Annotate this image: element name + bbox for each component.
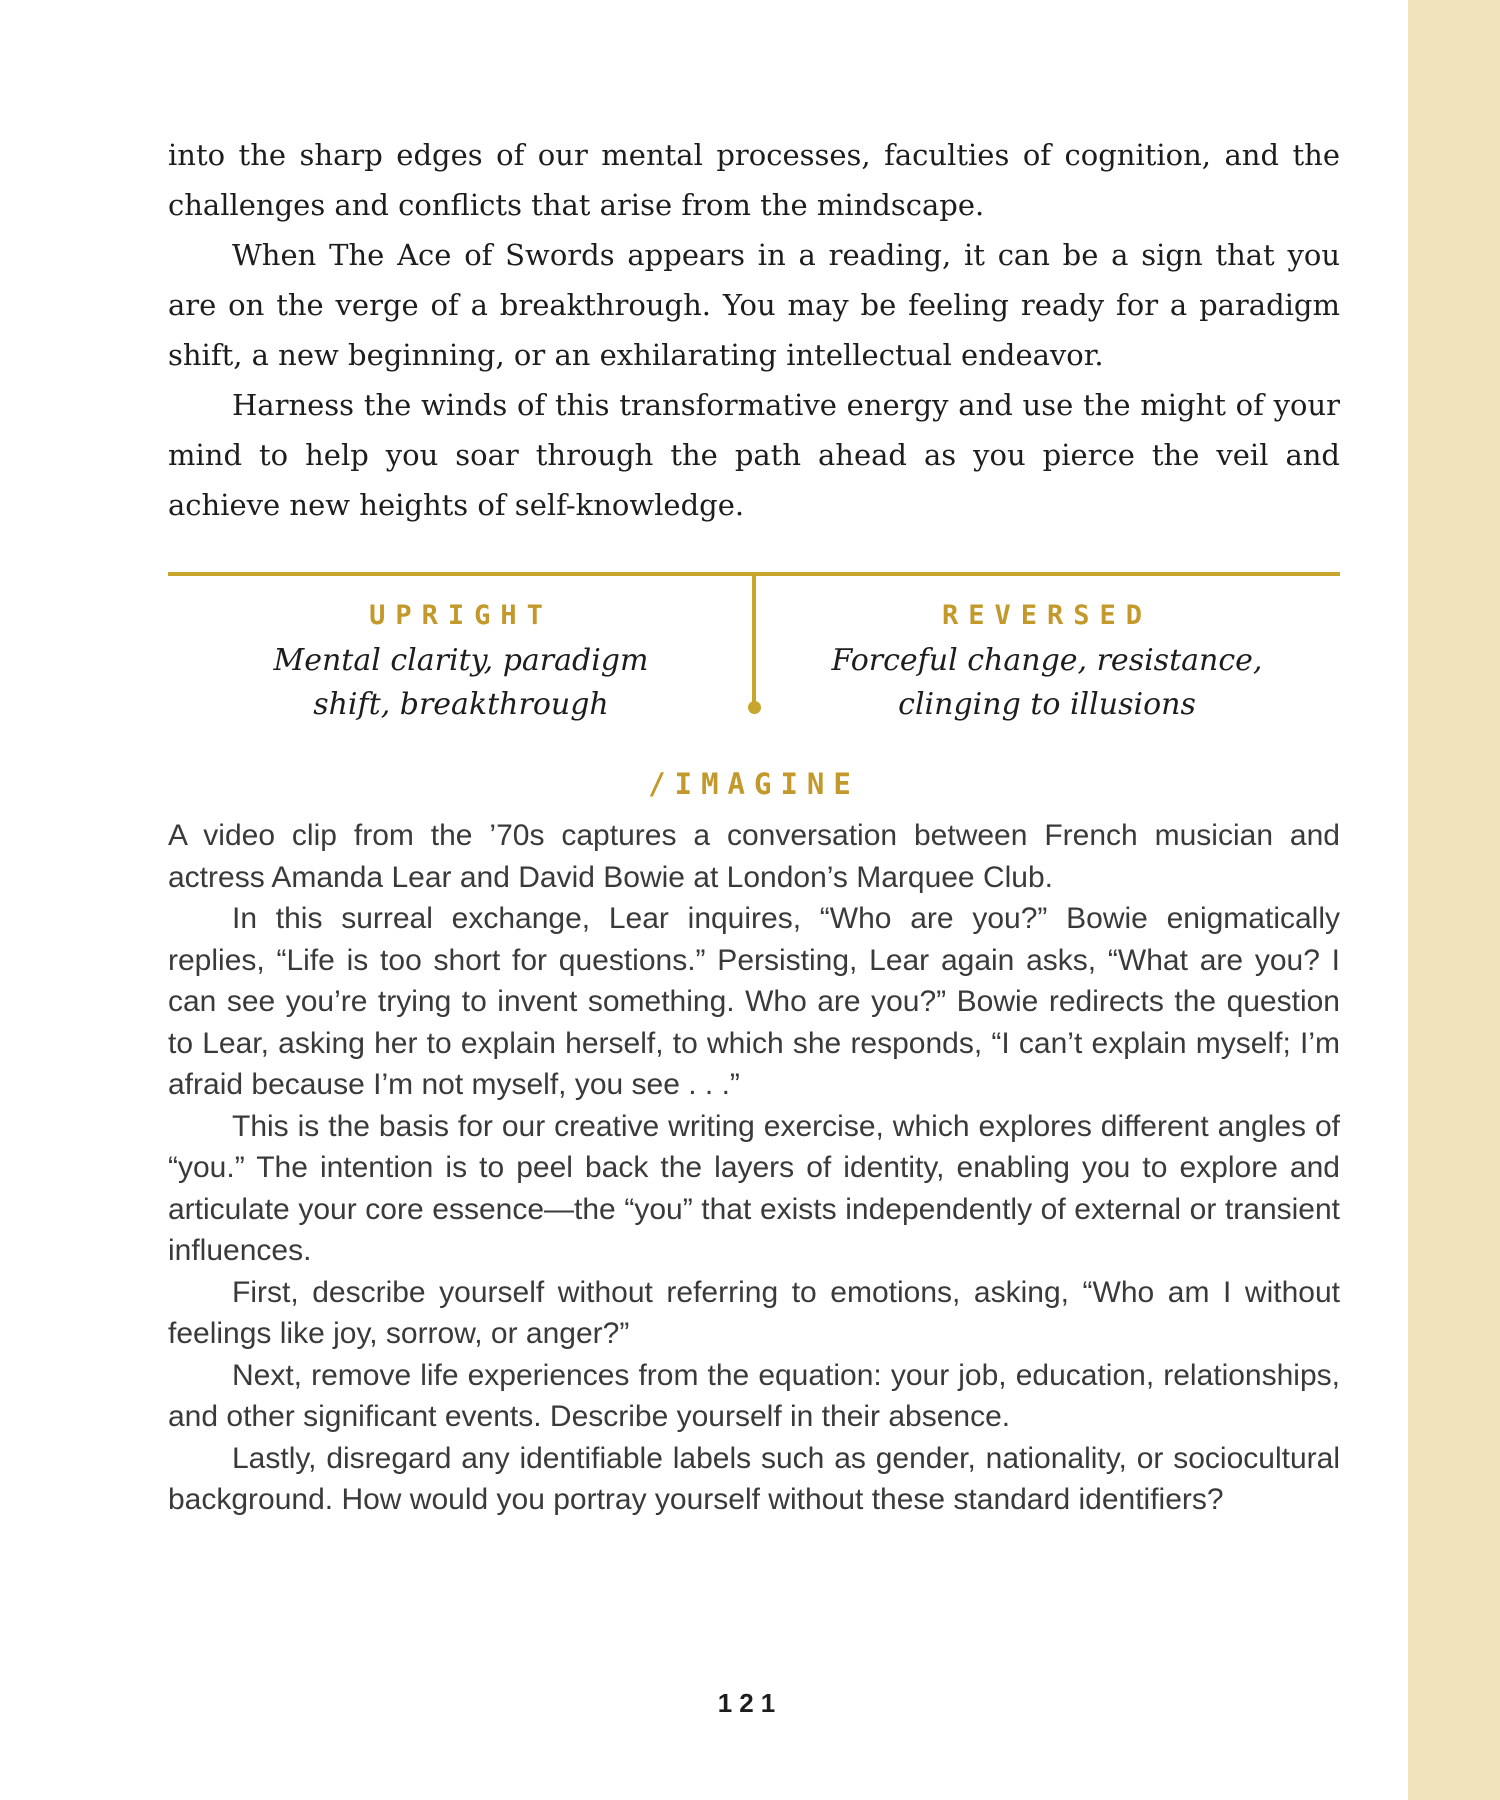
imagine-paragraph: First, describe yourself without referring to emotions, asking, “Who am I without feelings like joy, sorrow, or anger?”: [168, 1275, 1340, 1350]
imagine-paragraph: Next, remove life experiences from the equation: your job, education, relationships, and other significant events. Describe yourself in their absence.: [168, 1358, 1340, 1433]
upright-meaning-text: Mental clarity, paradigm shift, breakthrough: [273, 643, 649, 722]
page-content: [168, 130, 1340, 1521]
imagine-paragraph: A video clip from the ’70s captures a conversation between French musician and actress Amanda Lear and David Bowie at London’s Marquee Club.: [168, 819, 1340, 894]
intro-section: [168, 130, 1340, 530]
upright-column: [168, 576, 754, 727]
card-meanings-section: [168, 572, 1340, 727]
upright-label: UPRIGHT: [369, 600, 553, 631]
page-edge-strip: [1408, 0, 1500, 1800]
imagine-section: [168, 815, 1340, 1521]
reversed-meaning-text: Forceful change, resistance, clinging to illusions: [831, 643, 1263, 722]
imagine-paragraph: Lastly, disregard any identifiable labels such as gender, nationality, or sociocultural background. How would you portray yourself without these standard identifiers?: [168, 1441, 1340, 1516]
gold-vertical-divider: [752, 572, 756, 704]
page-number: 121: [717, 1688, 783, 1718]
intro-paragraph: into the sharp edges of our mental processes, faculties of cognition, and the challenges and conflicts that arise from the mindscape.: [168, 138, 1340, 222]
reversed-column: [754, 576, 1340, 727]
intro-paragraph: When The Ace of Swords appears in a reading, it can be a sign that you are on the verge of a breakthrough. You may be feeling ready for a paradigm shift, a new beginning, or an exhilarating intellectual endeavor.: [168, 238, 1340, 372]
intro-paragraph: Harness the winds of this transformative energy and use the might of your mind to help you soar through the path ahead as you pierce the veil and achieve new heights of self-knowledge.: [168, 388, 1340, 522]
imagine-paragraph: This is the basis for our creative writing exercise, which explores different angles of “you.” The intention is to peel back the layers of identity, enabling you to explore and articulate your core essence—the “you” that exists independently of external or transient influences.: [168, 1109, 1340, 1267]
reversed-label: REVERSED: [941, 600, 1153, 631]
imagine-paragraph: In this surreal exchange, Lear inquires, “Who are you?” Bowie enigmatically replies, “Life is too short for questions.” Persisting, Lear again asks, “What are you? I can see you’re trying to invent something. Who are you?” Bowie redirects the question to Lear, asking her to explain herself, to which she responds, “I can’t explain myself; I’m afraid because I’m not myself, you see . . .”: [168, 902, 1340, 1101]
imagine-heading: /IMAGINE: [648, 767, 860, 801]
